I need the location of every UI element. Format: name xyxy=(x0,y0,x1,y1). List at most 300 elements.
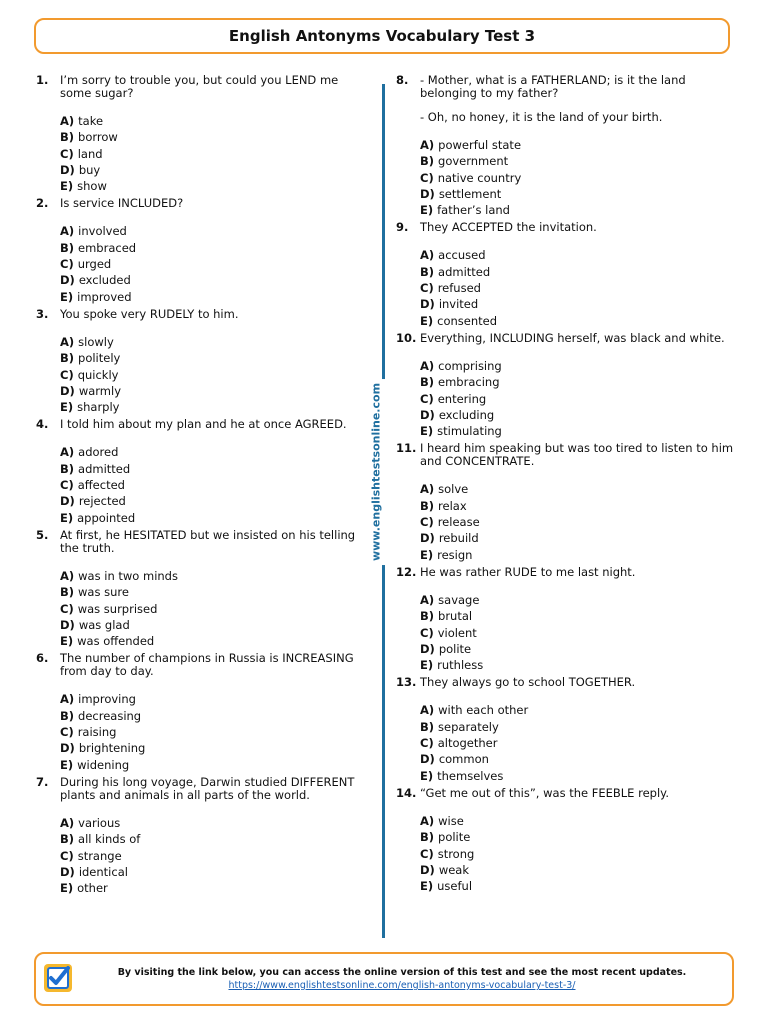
question-number: 1. xyxy=(36,73,49,87)
option-letter: E) xyxy=(60,757,74,772)
option-text: common xyxy=(438,752,489,767)
option-letter: D) xyxy=(60,741,75,756)
question-14 xyxy=(396,787,736,894)
question-stem xyxy=(396,676,736,689)
option-letter: D) xyxy=(60,273,75,288)
option-letter: C) xyxy=(420,391,434,406)
option-letter: A) xyxy=(420,358,435,373)
option-text: borrow xyxy=(78,130,118,145)
question-text-line: Is service INCLUDED? xyxy=(60,196,184,211)
question-text xyxy=(420,566,635,579)
question-number: 13. xyxy=(396,675,417,690)
option-text: politely xyxy=(78,351,121,366)
option-text: rejected xyxy=(78,494,126,509)
answer-option xyxy=(60,740,366,756)
answer-option xyxy=(60,223,366,239)
question-text xyxy=(420,787,669,800)
option-text: brightening xyxy=(78,741,146,756)
question-text xyxy=(60,308,239,321)
question-text xyxy=(420,74,736,124)
answer-option xyxy=(420,735,736,751)
question-stem xyxy=(36,776,366,802)
option-letter: C) xyxy=(420,170,434,185)
question-stem xyxy=(36,197,366,210)
option-letter: A) xyxy=(60,334,75,349)
question-stem xyxy=(396,566,736,579)
option-letter: D) xyxy=(420,862,435,877)
option-letter: E) xyxy=(420,879,434,894)
option-text: identical xyxy=(78,864,128,879)
questions-column-right xyxy=(396,74,736,896)
option-letter: B) xyxy=(60,708,75,723)
answer-option xyxy=(420,878,736,894)
option-text: decreasing xyxy=(78,708,142,723)
option-letter: E) xyxy=(420,313,434,328)
option-letter: E) xyxy=(420,547,434,562)
answer-option xyxy=(420,247,736,263)
answer-option xyxy=(60,568,366,584)
question-11 xyxy=(396,442,736,562)
answer-option xyxy=(420,296,736,312)
option-text: sharply xyxy=(77,400,120,415)
question-12 xyxy=(396,566,736,673)
answer-option xyxy=(420,862,736,878)
option-text: relax xyxy=(438,498,467,513)
answer-option xyxy=(420,846,736,862)
option-text: consented xyxy=(437,313,498,328)
question-number: 12. xyxy=(396,564,417,579)
question-stem xyxy=(396,221,736,234)
answer-option xyxy=(60,601,366,617)
question-text xyxy=(60,652,366,678)
question-1 xyxy=(36,74,366,194)
question-number: 2. xyxy=(36,196,49,211)
option-text: father’s land xyxy=(437,203,510,218)
answer-option xyxy=(60,240,366,256)
option-text: useful xyxy=(437,879,473,894)
option-letter: E) xyxy=(60,881,74,896)
question-stem xyxy=(396,332,736,345)
answer-option xyxy=(60,584,366,600)
answer-option xyxy=(420,530,736,546)
watermark-text: www.englishtestsonline.com xyxy=(366,379,387,565)
option-text: native country xyxy=(437,170,522,185)
answer-option xyxy=(60,383,366,399)
option-letter: D) xyxy=(420,186,435,201)
question-4 xyxy=(36,418,366,525)
option-text: brutal xyxy=(438,609,473,624)
option-letter: C) xyxy=(420,281,434,296)
answer-option xyxy=(60,617,366,633)
answer-option xyxy=(420,374,736,390)
option-letter: B) xyxy=(60,832,75,847)
question-text xyxy=(420,676,635,689)
question-text xyxy=(60,529,366,555)
answer-option xyxy=(60,633,366,649)
question-7 xyxy=(36,776,366,896)
option-text: improved xyxy=(77,289,132,304)
answer-option xyxy=(420,592,736,608)
question-text-line: Everything, INCLUDING herself, was black and white. xyxy=(420,330,725,345)
option-letter: B) xyxy=(60,585,75,600)
option-letter: D) xyxy=(60,162,75,177)
option-letter: A) xyxy=(60,445,75,460)
option-letter: A) xyxy=(420,482,435,497)
option-letter: A) xyxy=(420,703,435,718)
answer-options xyxy=(60,444,366,525)
option-text: embracing xyxy=(438,375,500,390)
answer-options xyxy=(420,358,736,439)
option-text: was in two minds xyxy=(78,568,178,583)
option-text: various xyxy=(78,815,121,830)
option-text: buy xyxy=(78,162,101,177)
answer-options xyxy=(420,592,736,673)
answer-option xyxy=(60,510,366,526)
answer-options xyxy=(420,813,736,894)
question-text-line: - Mother, what is a FATHERLAND; is it the land belonging to my father? xyxy=(420,73,686,100)
option-text: weak xyxy=(438,862,469,877)
option-text: powerful state xyxy=(438,138,522,152)
option-text: solve xyxy=(438,482,469,497)
question-text-line: You spoke very RUDELY to him. xyxy=(60,306,239,321)
option-letter: B) xyxy=(420,154,435,169)
option-letter: B) xyxy=(60,130,75,145)
answer-option xyxy=(420,202,736,218)
option-text: widening xyxy=(77,757,130,772)
option-text: strong xyxy=(437,846,475,861)
answer-options xyxy=(60,815,366,896)
answer-option xyxy=(60,708,366,724)
option-text: settlement xyxy=(438,186,502,201)
question-number: 14. xyxy=(396,785,417,800)
online-test-link[interactable]: https://www.englishtestsonline.com/english-antonyms-vocabulary-test-3/ xyxy=(228,980,576,991)
option-text: excluded xyxy=(78,273,131,288)
option-letter: C) xyxy=(60,367,74,382)
option-text: was glad xyxy=(78,617,130,632)
option-text: other xyxy=(77,881,108,896)
question-stem xyxy=(36,418,366,431)
option-letter: A) xyxy=(60,114,75,128)
answer-option xyxy=(420,702,736,718)
option-text: all kinds of xyxy=(78,832,141,847)
option-text: resign xyxy=(437,547,473,562)
answer-option xyxy=(420,313,736,329)
answer-options xyxy=(60,113,366,194)
option-text: comprising xyxy=(438,358,502,373)
option-text: adored xyxy=(78,445,119,460)
answer-option xyxy=(420,498,736,514)
answer-options xyxy=(60,223,366,304)
answer-option xyxy=(60,864,366,880)
answer-option xyxy=(420,280,736,296)
answer-option xyxy=(420,514,736,530)
answer-option xyxy=(420,137,736,153)
question-10 xyxy=(396,332,736,439)
question-stem xyxy=(36,308,366,321)
answer-option xyxy=(60,848,366,864)
question-text-line: - Oh, no honey, it is the land of your birth. xyxy=(420,110,663,124)
option-text: rebuild xyxy=(438,531,479,546)
option-text: wise xyxy=(438,813,464,828)
option-letter: D) xyxy=(60,494,75,509)
answer-option xyxy=(60,461,366,477)
question-number: 5. xyxy=(36,527,49,542)
question-text xyxy=(420,442,736,468)
answer-option xyxy=(420,547,736,563)
question-text-line: They ACCEPTED the invitation. xyxy=(420,220,597,235)
option-letter: D) xyxy=(420,752,435,767)
answer-option xyxy=(60,334,366,350)
answer-options xyxy=(420,247,736,328)
question-text-line: I heard him speaking but was too tired to listen to him and CONCENTRATE. xyxy=(420,441,734,469)
answer-option xyxy=(420,391,736,407)
option-text: appointed xyxy=(77,510,136,525)
option-text: ruthless xyxy=(437,658,484,673)
answer-option xyxy=(60,444,366,460)
option-letter: B) xyxy=(420,498,435,513)
question-number: 6. xyxy=(36,651,49,666)
option-letter: E) xyxy=(60,179,74,194)
option-letter: C) xyxy=(420,515,434,530)
option-letter: E) xyxy=(60,634,74,649)
option-letter: C) xyxy=(60,146,74,161)
option-text: savage xyxy=(438,592,480,607)
answer-options xyxy=(420,481,736,562)
option-letter: A) xyxy=(60,224,75,239)
answer-option xyxy=(420,608,736,624)
question-8 xyxy=(396,74,736,218)
option-letter: C) xyxy=(60,725,74,740)
option-text: improving xyxy=(78,692,136,707)
option-text: invited xyxy=(438,297,479,312)
option-letter: B) xyxy=(420,375,435,390)
option-text: was sure xyxy=(78,585,129,600)
answer-option xyxy=(420,358,736,374)
answer-option xyxy=(420,423,736,439)
question-text-line: At first, he HESITATED but we insisted on his telling the truth. xyxy=(60,527,356,555)
option-text: stimulating xyxy=(437,424,502,439)
answer-option xyxy=(60,350,366,366)
option-letter: C) xyxy=(60,601,74,616)
answer-option xyxy=(420,481,736,497)
option-letter: C) xyxy=(60,848,74,863)
answer-option xyxy=(60,129,366,145)
option-text: excluding xyxy=(438,407,495,422)
option-text: government xyxy=(438,154,509,169)
footer-notice: By visiting the link below, you can access the online version of this test and see the most recent updates. xyxy=(117,967,687,978)
option-letter: D) xyxy=(420,531,435,546)
option-letter: C) xyxy=(420,625,434,640)
question-number: 9. xyxy=(396,220,409,235)
answer-option xyxy=(420,625,736,641)
answer-option xyxy=(60,162,366,178)
question-stem xyxy=(396,74,736,124)
question-2 xyxy=(36,197,366,304)
answer-option xyxy=(420,264,736,280)
answer-option xyxy=(60,146,366,162)
answer-option xyxy=(60,289,366,305)
question-number: 3. xyxy=(36,306,49,321)
answer-option xyxy=(420,719,736,735)
answer-option xyxy=(420,657,736,673)
answer-option xyxy=(420,829,736,845)
option-letter: E) xyxy=(420,768,434,783)
question-6 xyxy=(36,652,366,772)
question-9 xyxy=(396,221,736,328)
answer-option xyxy=(420,813,736,829)
option-text: quickly xyxy=(77,367,119,382)
answer-option xyxy=(60,831,366,847)
option-text: slowly xyxy=(78,334,114,349)
option-letter: E) xyxy=(60,510,74,525)
option-text: take xyxy=(78,114,104,128)
option-text: raising xyxy=(77,725,117,740)
answer-option xyxy=(60,113,366,129)
option-text: embraced xyxy=(78,240,137,255)
option-letter: C) xyxy=(60,257,74,272)
answer-option xyxy=(60,880,366,896)
question-stem xyxy=(396,787,736,800)
option-text: warmly xyxy=(78,383,121,398)
answer-options xyxy=(60,334,366,415)
option-letter: A) xyxy=(60,568,75,583)
option-text: strange xyxy=(77,848,122,863)
answer-option xyxy=(420,186,736,202)
option-letter: C) xyxy=(420,846,434,861)
option-text: themselves xyxy=(437,768,504,783)
option-letter: B) xyxy=(420,830,435,845)
question-stem xyxy=(36,529,366,555)
question-text xyxy=(60,197,183,210)
question-13 xyxy=(396,676,736,783)
question-text-line: He was rather RUDE to me last night. xyxy=(420,564,636,579)
option-text: urged xyxy=(77,257,112,272)
option-text: affected xyxy=(77,478,125,493)
question-number: 11. xyxy=(396,441,417,456)
option-letter: E) xyxy=(420,658,434,673)
option-text: accused xyxy=(438,248,486,263)
answer-option xyxy=(420,751,736,767)
question-number: 7. xyxy=(36,774,49,789)
option-letter: B) xyxy=(420,264,435,279)
option-letter: A) xyxy=(420,248,435,263)
question-text-line: They always go to school TOGETHER. xyxy=(420,675,636,690)
answer-option xyxy=(60,815,366,831)
option-text: polite xyxy=(438,830,471,845)
option-text: with each other xyxy=(438,703,529,718)
checkbox-check-icon xyxy=(42,962,74,994)
answer-option xyxy=(60,367,366,383)
option-text: entering xyxy=(437,391,487,406)
answer-option xyxy=(420,170,736,186)
option-text: land xyxy=(77,146,103,161)
page-title: English Antonyms Vocabulary Test 3 xyxy=(228,27,536,45)
option-text: altogether xyxy=(437,736,498,751)
questions-column-left xyxy=(36,74,366,898)
answer-options xyxy=(420,137,736,218)
answer-option xyxy=(60,477,366,493)
option-letter: D) xyxy=(60,617,75,632)
option-letter: A) xyxy=(420,138,435,152)
footer-banner xyxy=(34,952,734,1006)
question-text-line: “Get me out of this”, was the FEEBLE reply. xyxy=(420,785,669,800)
answer-options xyxy=(60,568,366,649)
answer-option xyxy=(60,178,366,194)
question-text-line: During his long voyage, Darwin studied DIFFERENT plants and animals in all parts of the world. xyxy=(60,774,355,802)
option-letter: A) xyxy=(420,813,435,828)
answer-option xyxy=(60,691,366,707)
question-text-line: I told him about my plan and he at once AGREED. xyxy=(60,417,347,432)
question-text xyxy=(420,332,725,345)
answer-option xyxy=(60,724,366,740)
option-letter: C) xyxy=(60,478,74,493)
option-text: refused xyxy=(437,281,481,296)
option-text: involved xyxy=(78,224,127,239)
option-letter: E) xyxy=(60,289,74,304)
title-banner xyxy=(34,18,730,54)
option-letter: D) xyxy=(60,383,75,398)
option-letter: B) xyxy=(60,351,75,366)
answer-options xyxy=(60,691,366,772)
question-stem xyxy=(36,74,366,100)
answer-option xyxy=(60,272,366,288)
option-letter: E) xyxy=(420,424,434,439)
question-text xyxy=(60,418,347,431)
question-text-line: I’m sorry to trouble you, but could you LEND me some sugar? xyxy=(60,73,339,100)
option-letter: E) xyxy=(420,203,434,218)
question-number: 4. xyxy=(36,417,49,432)
option-letter: A) xyxy=(420,592,435,607)
option-letter: D) xyxy=(420,641,435,656)
answer-option xyxy=(420,153,736,169)
question-stem xyxy=(36,652,366,678)
option-letter: E) xyxy=(60,400,74,415)
answer-option xyxy=(60,757,366,773)
option-letter: B) xyxy=(420,719,435,734)
option-text: release xyxy=(437,515,480,530)
answer-option xyxy=(60,493,366,509)
option-letter: B) xyxy=(60,240,75,255)
answer-option xyxy=(60,399,366,415)
answer-options xyxy=(420,702,736,783)
question-number: 8. xyxy=(396,73,409,87)
option-letter: B) xyxy=(60,461,75,476)
question-text xyxy=(420,221,597,234)
option-text: admitted xyxy=(78,461,131,476)
answer-option xyxy=(420,407,736,423)
question-text-line: The number of champions in Russia is INCREASING from day to day. xyxy=(60,651,354,679)
option-letter: A) xyxy=(60,692,75,707)
question-text xyxy=(60,74,366,100)
option-text: show xyxy=(77,179,107,194)
option-letter: A) xyxy=(60,815,75,830)
option-letter: D) xyxy=(420,407,435,422)
option-text: separately xyxy=(438,719,499,734)
answer-option xyxy=(420,768,736,784)
option-letter: D) xyxy=(420,297,435,312)
option-letter: D) xyxy=(60,864,75,879)
option-text: polite xyxy=(438,641,472,656)
option-text: was surprised xyxy=(77,601,158,616)
answer-option xyxy=(420,641,736,657)
option-text: admitted xyxy=(438,264,491,279)
question-3 xyxy=(36,308,366,415)
question-5 xyxy=(36,529,366,649)
question-number: 10. xyxy=(396,330,417,345)
option-letter: B) xyxy=(420,609,435,624)
option-text: was offended xyxy=(77,634,155,649)
option-letter: C) xyxy=(420,736,434,751)
